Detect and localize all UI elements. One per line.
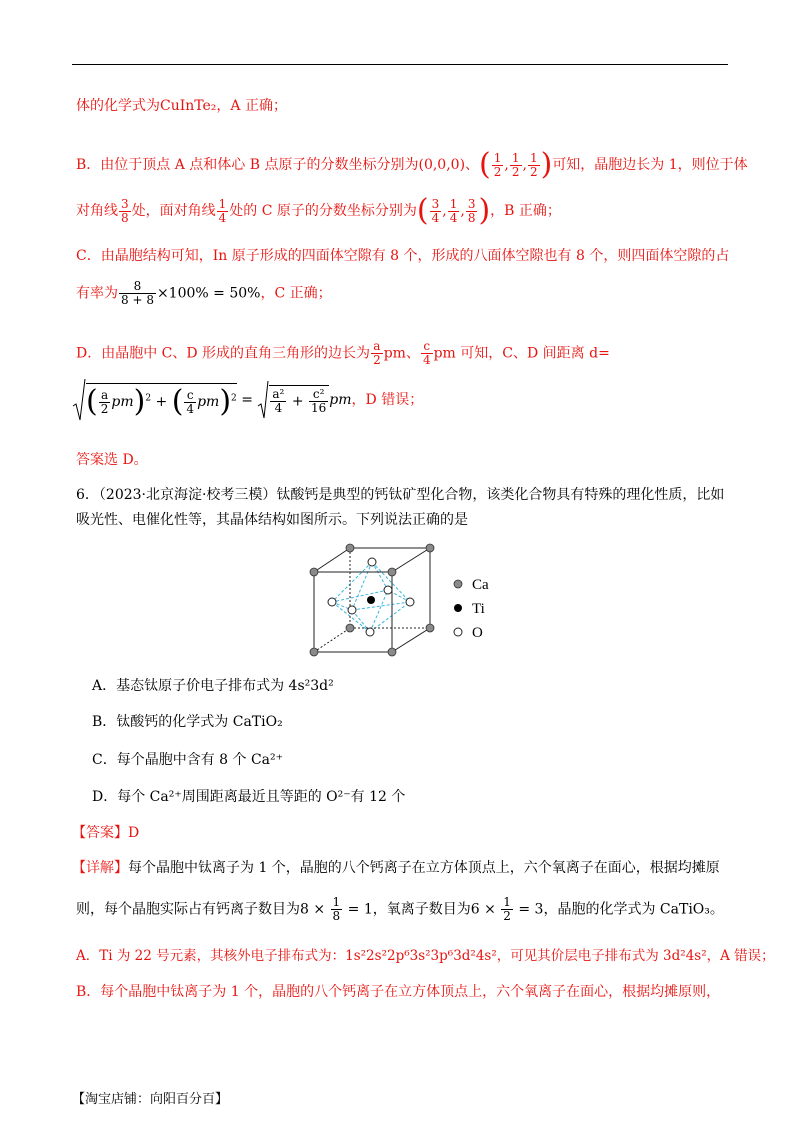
o-atom [348, 606, 356, 614]
text: A．基态钛原子价电子排布式为 4s²3d² [92, 678, 334, 694]
text: ，B 正确； [490, 203, 561, 219]
ca-atom [388, 568, 396, 576]
detail-a [76, 946, 775, 966]
text: 可知，晶胞边长为 1，则位于体 [552, 157, 748, 173]
text: B．由位于顶点 A 点和体心 B 点原子的分数坐标分别为(0,0,0)、 [76, 157, 480, 173]
text: A．Ti 为 22 号元素，其核外电子排布式为：1s²2s²2p⁶3s²3p⁶3d²4s²，可见其价层电子排布式为 3d²4s²，A 错误； [76, 948, 775, 964]
text: ，C 正确； [260, 285, 332, 302]
text: ，氧离子数目为 [372, 901, 471, 918]
solution-line-c2 [76, 280, 332, 307]
distance-formula: ( $\frac{a}{2}$ pm)$^2$ + ( $\frac{c}{4}$ pm)$^2$ = $\frac{\text{a²}}{4}$ + $\frac{\text{c²}}{16}$ pm，D 错误； [72, 378, 423, 422]
answer-value: D [128, 825, 140, 841]
solution-line-b2: 对角线 $\frac{3}{8}$ 处，面对角线 $\frac{1}{4}$ 处的 C 原子的分数坐标分别为( $\frac{3}{4}$ , $\frac{1}{4}$ , $\frac{3}{8}$ )，B 正确； [76, 193, 561, 228]
text: 6．（2023·北京海淀·校考三模）钛酸钙是典型的钙钛矿型化合物，该类化合物具有特殊的理化性质，比如 [76, 487, 725, 503]
legend-ca-marker [454, 580, 462, 588]
text: 处的 C 原子的分数坐标分别为 [229, 203, 417, 219]
fraction: $\frac{c}{4}$ [422, 339, 431, 367]
o-atom [384, 586, 392, 594]
fraction: $\frac{8}{8 + 8}$ [121, 279, 154, 307]
text: C．每个晶胞中含有 8 个 Ca²⁺ [92, 752, 284, 768]
answer-choice-line [76, 450, 148, 470]
text: C．由晶胞结构可知，In 原子形成的四面体空隙有 8 个，形成的八面体空隙也有 8 个，则四面体空隙的占 [76, 248, 730, 264]
text: 吸光性、电催化性等，其晶体结构如图所示。下列说法正确的是 [76, 512, 468, 528]
radical-sign [72, 378, 86, 422]
text: 处，面对角线 [131, 203, 216, 219]
fraction: $\frac{1}{2}$ [529, 150, 538, 179]
legend-o-label: O [472, 625, 483, 641]
legend-ca-label: Ca [472, 577, 489, 593]
option-c [92, 750, 283, 770]
math-text: = 1 [343, 901, 373, 918]
fraction: $\frac{a}{2}$ [373, 339, 381, 367]
text: 对角线 [76, 203, 118, 219]
legend-ti-marker [454, 604, 462, 612]
text: B．钛酸钙的化学式为 CaTiO₂ [92, 714, 283, 730]
detail-line-2 [76, 896, 724, 923]
fraction: $\frac{1}{2}$ [511, 150, 520, 179]
text: 答案选 D。 [76, 452, 148, 468]
fraction: $\frac{1}{8}$ [332, 895, 341, 923]
text: ，晶胞的化学式为 CaTiO₃。 [543, 901, 724, 918]
math-text: 6 × [470, 901, 501, 918]
option-b [92, 712, 283, 732]
solution-line-a [76, 96, 287, 116]
ca-atom [346, 544, 354, 552]
footer-shop-label: 【淘宝店铺：向阳百分百】 [72, 1092, 229, 1107]
header-rule [72, 64, 728, 65]
answer-line [72, 823, 139, 843]
solution-line-d1 [76, 340, 610, 367]
question-6-stem-cont [76, 510, 468, 530]
fraction: $\frac{1}{2}$ [503, 895, 511, 923]
o-atom [406, 598, 414, 606]
ca-atom [310, 648, 318, 656]
math-text: ×100% = 50% [156, 285, 261, 302]
ca-atom [346, 624, 354, 632]
legend [454, 577, 489, 641]
fraction: $\frac{1}{2}$ [493, 150, 502, 179]
text: ，D 错误； [351, 392, 424, 408]
ca-atom [310, 568, 318, 576]
text: 每个晶胞中钛离子为 1 个，晶胞的八个钙离子在立方体顶点上，六个氧离子在面心，根据均摊原 [128, 860, 720, 876]
crystal-structure-figure [300, 540, 520, 664]
legend-ti-label: Ti [472, 601, 485, 617]
ca-atom [426, 624, 434, 632]
math-text: 8 × [300, 901, 330, 918]
text: 有率为 [76, 285, 118, 302]
ti-atom [367, 596, 375, 604]
o-atom [328, 598, 336, 606]
option-d [92, 787, 405, 807]
o-atom [368, 558, 376, 566]
solution-line-c1 [76, 246, 729, 266]
paren-close: ) [478, 193, 491, 228]
detail-b [76, 982, 720, 1002]
sqrt-expression: ( $\frac{a}{2}$ pm)$^2$ + ( $\frac{c}{4}$ pm)$^2$ [72, 378, 237, 422]
question-6-stem [76, 485, 724, 505]
math-text: = 3 [513, 901, 544, 918]
perovskite-unit-cell [300, 540, 520, 660]
sqrt-simplified: $\frac{\text{a²}}{4}$ + $\frac{\text{c²}}{16}$ [257, 380, 329, 420]
ca-atom [426, 544, 434, 552]
o-atom [366, 628, 374, 636]
detail-line-1 [72, 858, 720, 878]
paren-open: ( [416, 193, 429, 228]
option-a [92, 676, 334, 696]
text: 则，每个晶胞实际占有钙离子数目为 [76, 901, 300, 918]
solution-line-b1: B．由位于顶点 A 点和体心 B 点原子的分数坐标分别为(0,0,0)、( $\frac{1}{2}$ , $\frac{1}{2}$ , $\frac{1}{2}$ )可知，晶胞边长为 1，则位于体 [76, 147, 748, 182]
text: 体的化学式为CuInTe₂，A 正确； [76, 98, 287, 114]
fraction: $\frac{1}{4}$ [218, 196, 227, 225]
fraction: $\frac{1}{4}$ [449, 196, 458, 225]
fraction: $\frac{3}{4}$ [431, 196, 440, 225]
detail-label: 【详解】 [72, 860, 128, 876]
text: B．每个晶胞中钛离子为 1 个，晶胞的八个钙离子在立方体顶点上，六个氧离子在面心，根据均摊原则， [76, 984, 721, 1000]
paren-open: ( [479, 147, 491, 182]
radical-sign [257, 380, 269, 420]
paren-close: ) [540, 147, 553, 182]
legend-o-marker [454, 628, 462, 636]
ca-atom [388, 648, 396, 656]
text: D．由晶胞中 C、D 形成的直角三角形的边长为 [76, 345, 371, 362]
answer-label: 【答案】 [72, 825, 128, 841]
fraction: $\frac{3}{8}$ [467, 196, 476, 225]
text: pm 可知，C、D 间距离 d= [433, 345, 610, 362]
text: pm、 [383, 345, 420, 362]
text: D．每个 Ca²⁺周围距离最近且等距的 O²⁻有 12 个 [92, 789, 406, 805]
fraction: $\frac{3}{8}$ [121, 196, 129, 225]
